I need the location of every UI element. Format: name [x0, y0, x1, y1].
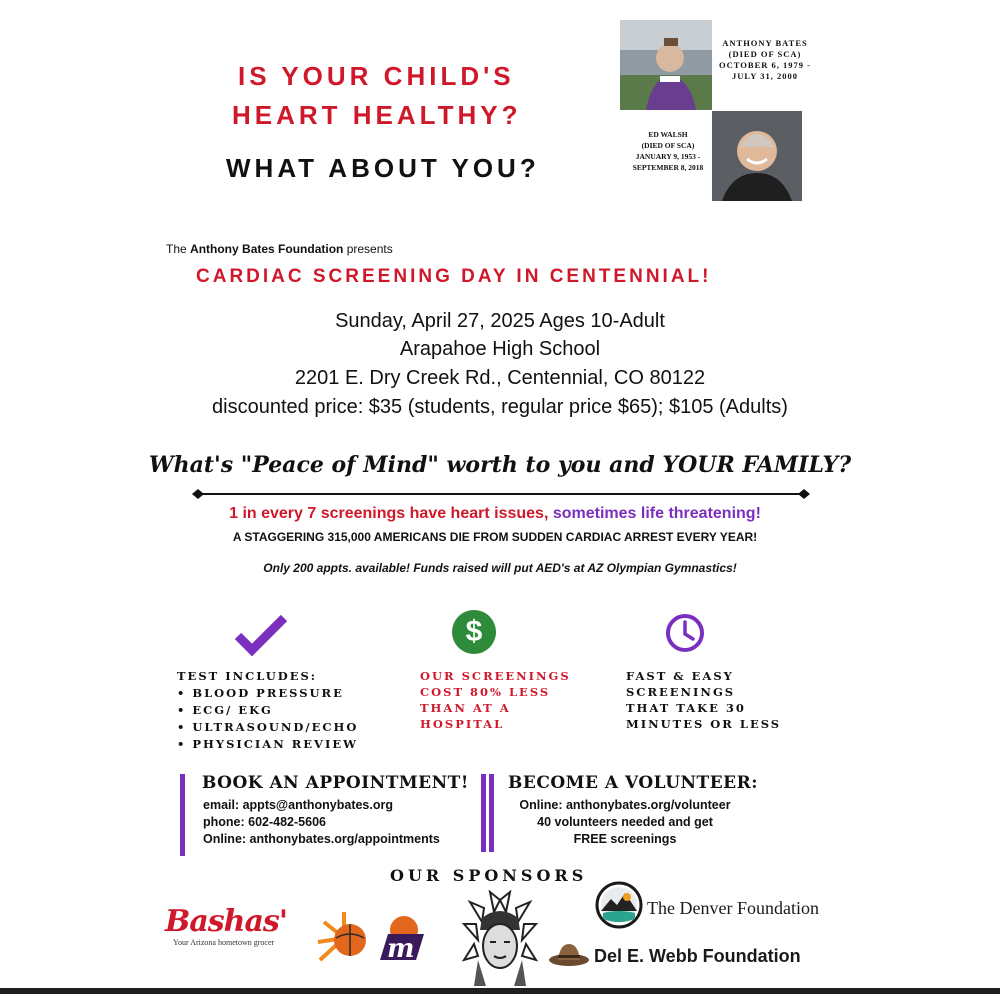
ed-walsh-caption: ED WALSH (DIED OF SCA) JANUARY 9, 1953 - SEPTEMBER 8, 2018: [632, 130, 704, 172]
volunteer-free: FREE screenings: [573, 832, 677, 846]
event-venue: Arapahoe High School: [399, 338, 601, 360]
volunteer-details: [500, 797, 750, 848]
book-details: [203, 797, 440, 848]
sponsors-title: OUR SPONSORS: [390, 866, 588, 885]
event-date: Sunday, April 27, 2025 Ages 10-Adult: [335, 310, 665, 332]
denver-foundation-icon: [595, 881, 643, 929]
book-phone[interactable]: phone: 602-482-5606: [203, 815, 326, 829]
book-accent-bar: [180, 774, 185, 856]
clock-icon: [664, 612, 706, 654]
volunteer-needed: 40 volunteers needed and get: [537, 815, 713, 829]
dollar-icon: $: [452, 610, 496, 654]
bottom-edge-strip: [0, 988, 1000, 994]
divider-line: [192, 488, 810, 500]
book-title: BOOK AN APPOINTMENT!: [202, 773, 469, 793]
chief-headdress-logo: [460, 890, 540, 988]
event-title: CARDIAC SCREENING DAY IN CENTENNIAL!: [196, 266, 712, 287]
bashas-tagline: Your Arizona hometown grocer: [173, 938, 275, 947]
presents-line: The Anthony Bates Foundation presents: [166, 242, 393, 256]
denver-foundation-name: The Denver Foundation: [647, 898, 819, 918]
stats-line-1: 1 in every 7 screenings have heart issues, sometimes life threatening!: [229, 505, 761, 522]
bashas-wordmark: Bashas': [165, 904, 288, 939]
peace-of-mind-tagline: What's "Peace of Mind" worth to you and YOUR FAMILY?: [148, 452, 852, 478]
suns-mercury-logo: [314, 908, 434, 966]
book-online[interactable]: Online: anthonybates.org/appointments: [203, 832, 440, 846]
mercury-mark: m: [387, 934, 415, 964]
headline-line-2: HEART HEALTHY?: [232, 100, 522, 130]
cowboy-hat-icon: [548, 940, 590, 970]
ed-walsh-photo: [712, 111, 802, 201]
event-price: discounted price: $35 (students, regular price $65); $105 (Adults): [212, 396, 788, 418]
volunteer-accent-bar-1: [481, 774, 486, 852]
stats-line-3: Only 200 appts. available! Funds raised will put AED's at AZ Olympian Gymnastics!: [263, 561, 737, 575]
cost-feature: OUR SCREENINGS COST 80% LESS THAN AT A HOSPITAL: [420, 669, 571, 731]
anthony-bates-photo: [620, 20, 712, 110]
tests-list: TEST INCLUDES: • BLOOD PRESSURE • ECG/ EKG • ULTRASOUND/ECHO • PHYSICIAN REVIEW: [177, 669, 359, 751]
book-email[interactable]: email: appts@anthonybates.org: [203, 798, 393, 812]
checkmark-icon: [234, 614, 288, 658]
webb-foundation-name: Del E. Webb Foundation: [594, 946, 801, 966]
headline-line-3: WHAT ABOUT YOU?: [226, 153, 540, 183]
volunteer-title: BECOME A VOLUNTEER:: [508, 773, 759, 793]
headline-line-1: IS YOUR CHILD'S: [238, 61, 515, 91]
stats-line-2: A STAGGERING 315,000 AMERICANS DIE FROM SUDDEN CARDIAC ARREST EVERY YEAR!: [232, 530, 758, 544]
anthony-bates-caption: ANTHONY BATES (DIED OF SCA) OCTOBER 6, 1979 - JULY 31, 2000: [719, 38, 811, 81]
bashas-logo: [165, 906, 305, 947]
event-address: 2201 E. Dry Creek Rd., Centennial, CO 80122: [294, 367, 706, 389]
fast-feature: FAST & EASY SCREENINGS THAT TAKE 30 MINUTES OR LESS: [626, 669, 782, 731]
volunteer-accent-bar-2: [489, 774, 494, 852]
volunteer-online[interactable]: Online: anthonybates.org/volunteer: [519, 798, 731, 812]
